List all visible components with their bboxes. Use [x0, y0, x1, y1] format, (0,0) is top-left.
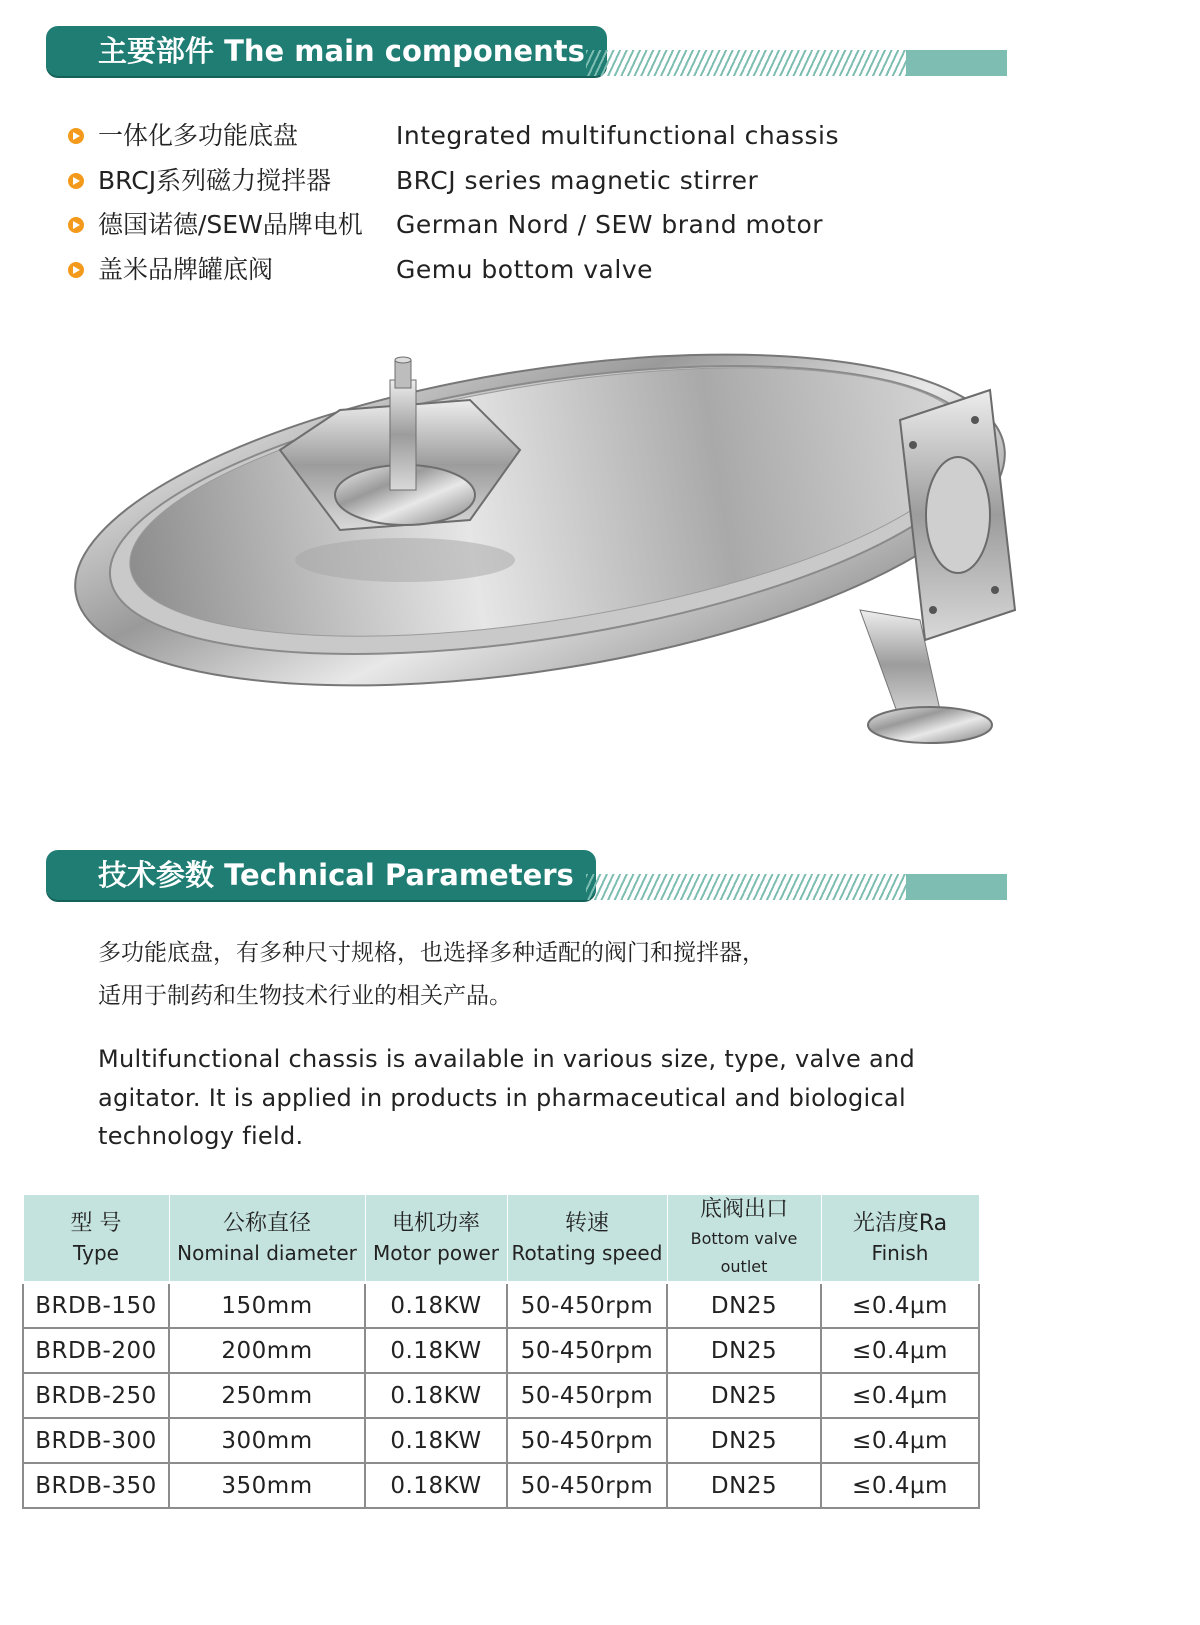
- component-name-en: BRCJ series magnetic stirrer: [396, 165, 759, 195]
- cell-speed: 50-450rpm: [507, 1418, 667, 1463]
- component-name-en: German Nord / SEW brand motor: [396, 210, 824, 239]
- cell-type: BRDB-150: [23, 1283, 169, 1329]
- cell-finish: ≤0.4μm: [821, 1328, 979, 1373]
- component-name-zh: 盖米品牌罐底阀: [98, 254, 274, 284]
- cell-finish: ≤0.4μm: [821, 1283, 979, 1329]
- cell-speed: 50-450rpm: [507, 1373, 667, 1418]
- description-en: Multifunctional chassis is available in various size, type, valve and agitator. It is applied in products in pharmaceutical and biological technology field.: [98, 1045, 916, 1150]
- component-name-en: Gemu bottom valve: [396, 254, 653, 284]
- cell-power: 0.18KW: [365, 1373, 507, 1418]
- cell-type: BRDB-200: [23, 1328, 169, 1373]
- header-hatch-decoration: [586, 874, 906, 900]
- cell-finish: ≤0.4μm: [821, 1418, 979, 1463]
- component-name-en: Integrated multifunctional chassis: [396, 121, 840, 150]
- description-zh-line: 多功能底盘，有多种尺寸规格，也选择多种适配的阀门和搅拌器，: [98, 940, 765, 966]
- cell-speed: 50-450rpm: [507, 1328, 667, 1373]
- column-header-diameter: 公称直径 Nominal diameter: [169, 1195, 365, 1283]
- parameters-table: [22, 1194, 980, 1509]
- column-header-type: 型 号 Type: [23, 1195, 169, 1283]
- column-header-outlet: 底阀出口 Bottom valve outlet: [667, 1195, 821, 1283]
- table-row: [23, 1328, 979, 1373]
- component-name-zh: 德国诺德/SEW品牌电机: [98, 210, 363, 239]
- cell-outlet: DN25: [667, 1328, 821, 1373]
- cell-outlet: DN25: [667, 1463, 821, 1508]
- technical-header: [46, 850, 1006, 904]
- component-name-zh: 一体化多功能底盘: [98, 121, 299, 150]
- cell-power: 0.18KW: [365, 1283, 507, 1329]
- table-row: [23, 1373, 979, 1418]
- table-row: [23, 1418, 979, 1463]
- column-header-power: 电机功率 Motor power: [365, 1195, 507, 1283]
- cell-speed: 50-450rpm: [507, 1283, 667, 1329]
- table-row: [23, 1463, 979, 1508]
- header-bar-decoration: [906, 50, 1007, 76]
- cell-diameter: 300mm: [169, 1418, 365, 1463]
- column-header-speed: 转速 Rotating speed: [507, 1195, 667, 1283]
- cell-outlet: DN25: [667, 1373, 821, 1418]
- components-heading: 主要部件 The main components: [46, 26, 607, 76]
- cell-power: 0.18KW: [365, 1328, 507, 1373]
- stainless-steel-chassis-photo: [40, 320, 1100, 800]
- cell-power: 0.18KW: [365, 1463, 507, 1508]
- technical-heading: 技术参数 Technical Parameters: [46, 850, 596, 900]
- bullet-arrow-icon: [68, 128, 84, 144]
- component-name-zh: BRCJ系列磁力搅拌器: [98, 165, 332, 195]
- cell-power: 0.18KW: [365, 1418, 507, 1463]
- bullet-arrow-icon: [68, 173, 84, 189]
- description-zh: [98, 932, 765, 1018]
- column-header-finish: 光洁度Ra Finish: [821, 1195, 979, 1283]
- table-row: [23, 1283, 979, 1329]
- cell-diameter: 350mm: [169, 1463, 365, 1508]
- table-header-row: [23, 1195, 979, 1283]
- header-bar-decoration: [906, 874, 1007, 900]
- bullet-arrow-icon: [68, 217, 84, 233]
- cell-finish: ≤0.4μm: [821, 1463, 979, 1508]
- bullet-arrow-icon: [68, 262, 84, 278]
- cell-finish: ≤0.4μm: [821, 1373, 979, 1418]
- cell-type: BRDB-250: [23, 1373, 169, 1418]
- components-header: [46, 26, 1006, 80]
- cell-type: BRDB-300: [23, 1418, 169, 1463]
- description-zh-line: 适用于制药和生物技术行业的相关产品。: [98, 983, 512, 1009]
- header-hatch-decoration: [586, 50, 906, 76]
- cell-diameter: 250mm: [169, 1373, 365, 1418]
- cell-type: BRDB-350: [23, 1463, 169, 1508]
- cell-outlet: DN25: [667, 1418, 821, 1463]
- cell-speed: 50-450rpm: [507, 1463, 667, 1508]
- cell-diameter: 200mm: [169, 1328, 365, 1373]
- cell-outlet: DN25: [667, 1283, 821, 1329]
- cell-diameter: 150mm: [169, 1283, 365, 1329]
